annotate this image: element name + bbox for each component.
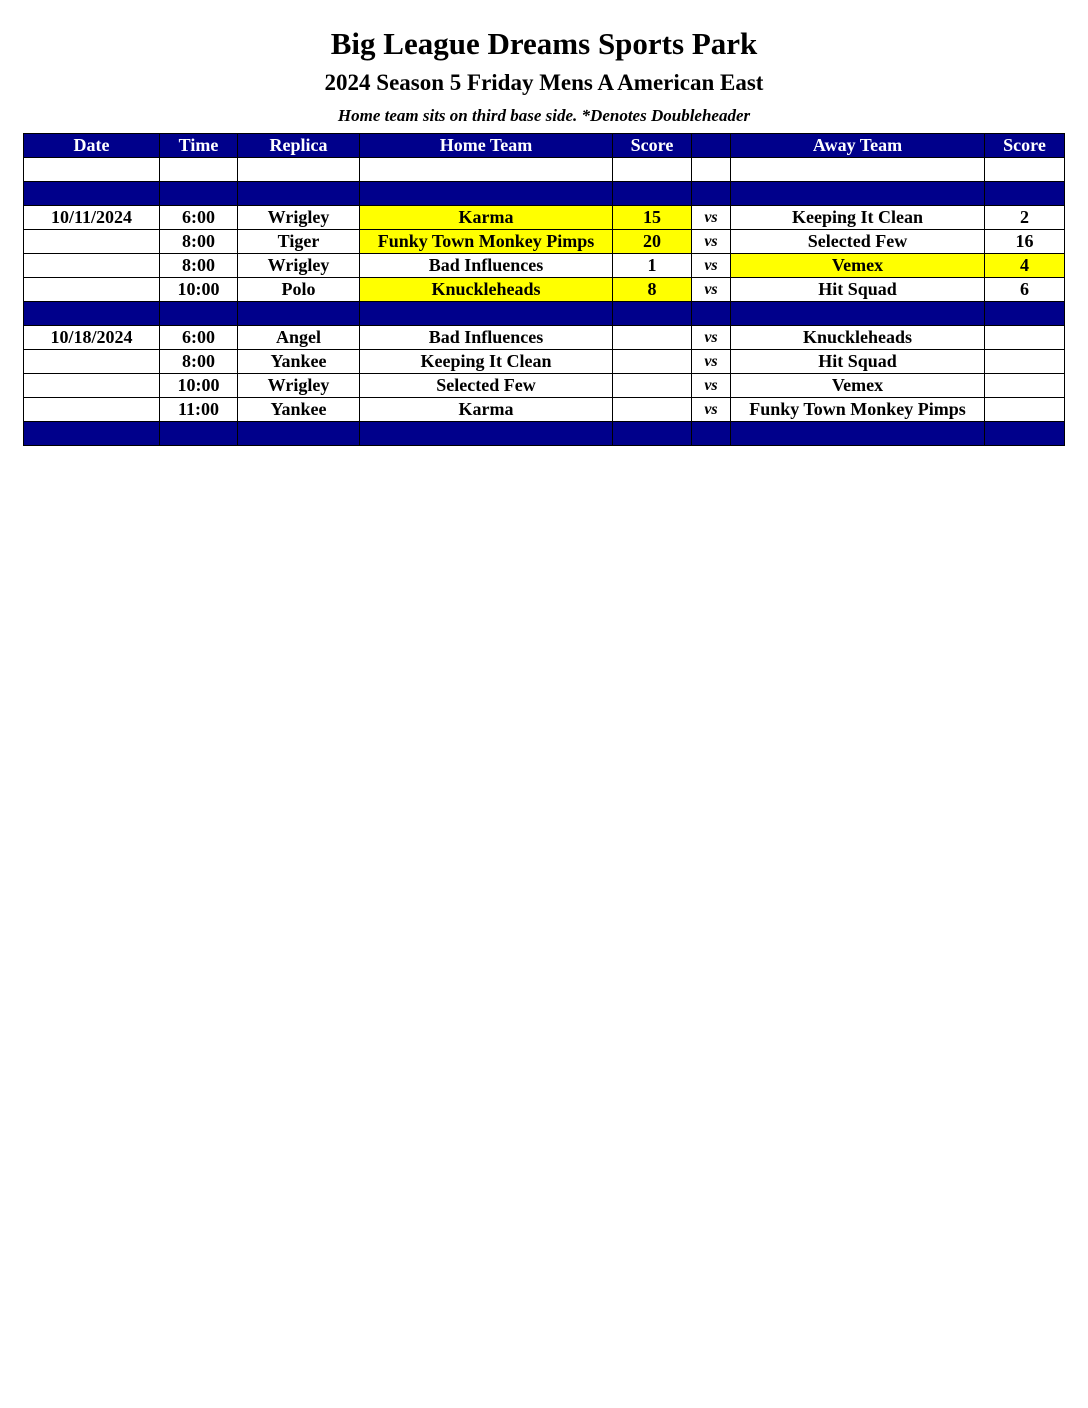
game-date: 10/18/2024 [24, 326, 160, 350]
home-team: Selected Few [360, 374, 613, 398]
home-team: Keeping It Clean [360, 350, 613, 374]
game-time: 8:00 [160, 350, 238, 374]
column-header-replica: Replica [238, 134, 360, 158]
away-team: Funky Town Monkey Pimps [731, 398, 985, 422]
game-date [24, 398, 160, 422]
game-replica: Wrigley [238, 206, 360, 230]
table-row [24, 350, 1065, 374]
column-header-home-team: Home Team [360, 134, 613, 158]
vs-label: vs [692, 230, 731, 254]
game-date: 10/11/2024 [24, 206, 160, 230]
home-team: Karma [360, 206, 613, 230]
away-team: Selected Few [731, 230, 985, 254]
vs-label: vs [692, 350, 731, 374]
game-replica: Wrigley [238, 254, 360, 278]
blank-row [24, 158, 1065, 182]
home-team: Bad Influences [360, 254, 613, 278]
game-replica: Tiger [238, 230, 360, 254]
game-replica: Yankee [238, 350, 360, 374]
column-header-home-score: Score [613, 134, 692, 158]
vs-label: vs [692, 254, 731, 278]
game-replica: Angel [238, 326, 360, 350]
table-row [24, 398, 1065, 422]
away-team: Knuckleheads [731, 326, 985, 350]
game-time: 10:00 [160, 278, 238, 302]
game-time: 11:00 [160, 398, 238, 422]
game-date [24, 278, 160, 302]
game-time: 6:00 [160, 206, 238, 230]
away-team: Hit Squad [731, 350, 985, 374]
table-row [24, 374, 1065, 398]
away-score [985, 374, 1065, 398]
game-time: 8:00 [160, 254, 238, 278]
game-replica: Yankee [238, 398, 360, 422]
game-date [24, 350, 160, 374]
table-row [24, 278, 1065, 302]
column-header-date: Date [24, 134, 160, 158]
vs-label: vs [692, 326, 731, 350]
away-score: 6 [985, 278, 1065, 302]
vs-label: vs [692, 206, 731, 230]
column-header-time: Time [160, 134, 238, 158]
league-subtitle: 2024 Season 5 Friday Mens A American East [324, 70, 764, 95]
away-score: 16 [985, 230, 1065, 254]
game-date [24, 230, 160, 254]
home-score: 1 [613, 254, 692, 278]
away-score: 2 [985, 206, 1065, 230]
away-score [985, 398, 1065, 422]
home-team: Karma [360, 398, 613, 422]
away-score [985, 326, 1065, 350]
table-row [24, 206, 1065, 230]
away-team: Vemex [731, 254, 985, 278]
separator-row [24, 182, 1065, 206]
home-score [613, 350, 692, 374]
column-header-away-score: Score [985, 134, 1065, 158]
home-team: Knuckleheads [360, 278, 613, 302]
schedule-note: Home team sits on third base side. *Denotes Doubleheader [337, 106, 751, 125]
away-score [985, 350, 1065, 374]
vs-label: vs [692, 278, 731, 302]
separator-row [24, 302, 1065, 326]
game-replica: Wrigley [238, 374, 360, 398]
home-team: Bad Influences [360, 326, 613, 350]
table-row [24, 254, 1065, 278]
away-team: Vemex [731, 374, 985, 398]
home-score [613, 374, 692, 398]
vs-label: vs [692, 374, 731, 398]
column-header-vs [692, 134, 731, 158]
schedule-table [23, 133, 1065, 446]
table-header-row [24, 134, 1065, 158]
home-score: 8 [613, 278, 692, 302]
game-date [24, 374, 160, 398]
vs-label: vs [692, 398, 731, 422]
table-row [24, 326, 1065, 350]
home-score [613, 326, 692, 350]
page-title: Big League Dreams Sports Park [330, 26, 758, 61]
game-replica: Polo [238, 278, 360, 302]
home-score [613, 398, 692, 422]
game-time: 10:00 [160, 374, 238, 398]
home-score: 15 [613, 206, 692, 230]
away-score: 4 [985, 254, 1065, 278]
column-header-away-team: Away Team [731, 134, 985, 158]
game-date [24, 254, 160, 278]
away-team: Keeping It Clean [731, 206, 985, 230]
game-time: 6:00 [160, 326, 238, 350]
away-team: Hit Squad [731, 278, 985, 302]
separator-row [24, 422, 1065, 446]
home-team: Funky Town Monkey Pimps [360, 230, 613, 254]
home-score: 20 [613, 230, 692, 254]
table-row [24, 230, 1065, 254]
game-time: 8:00 [160, 230, 238, 254]
